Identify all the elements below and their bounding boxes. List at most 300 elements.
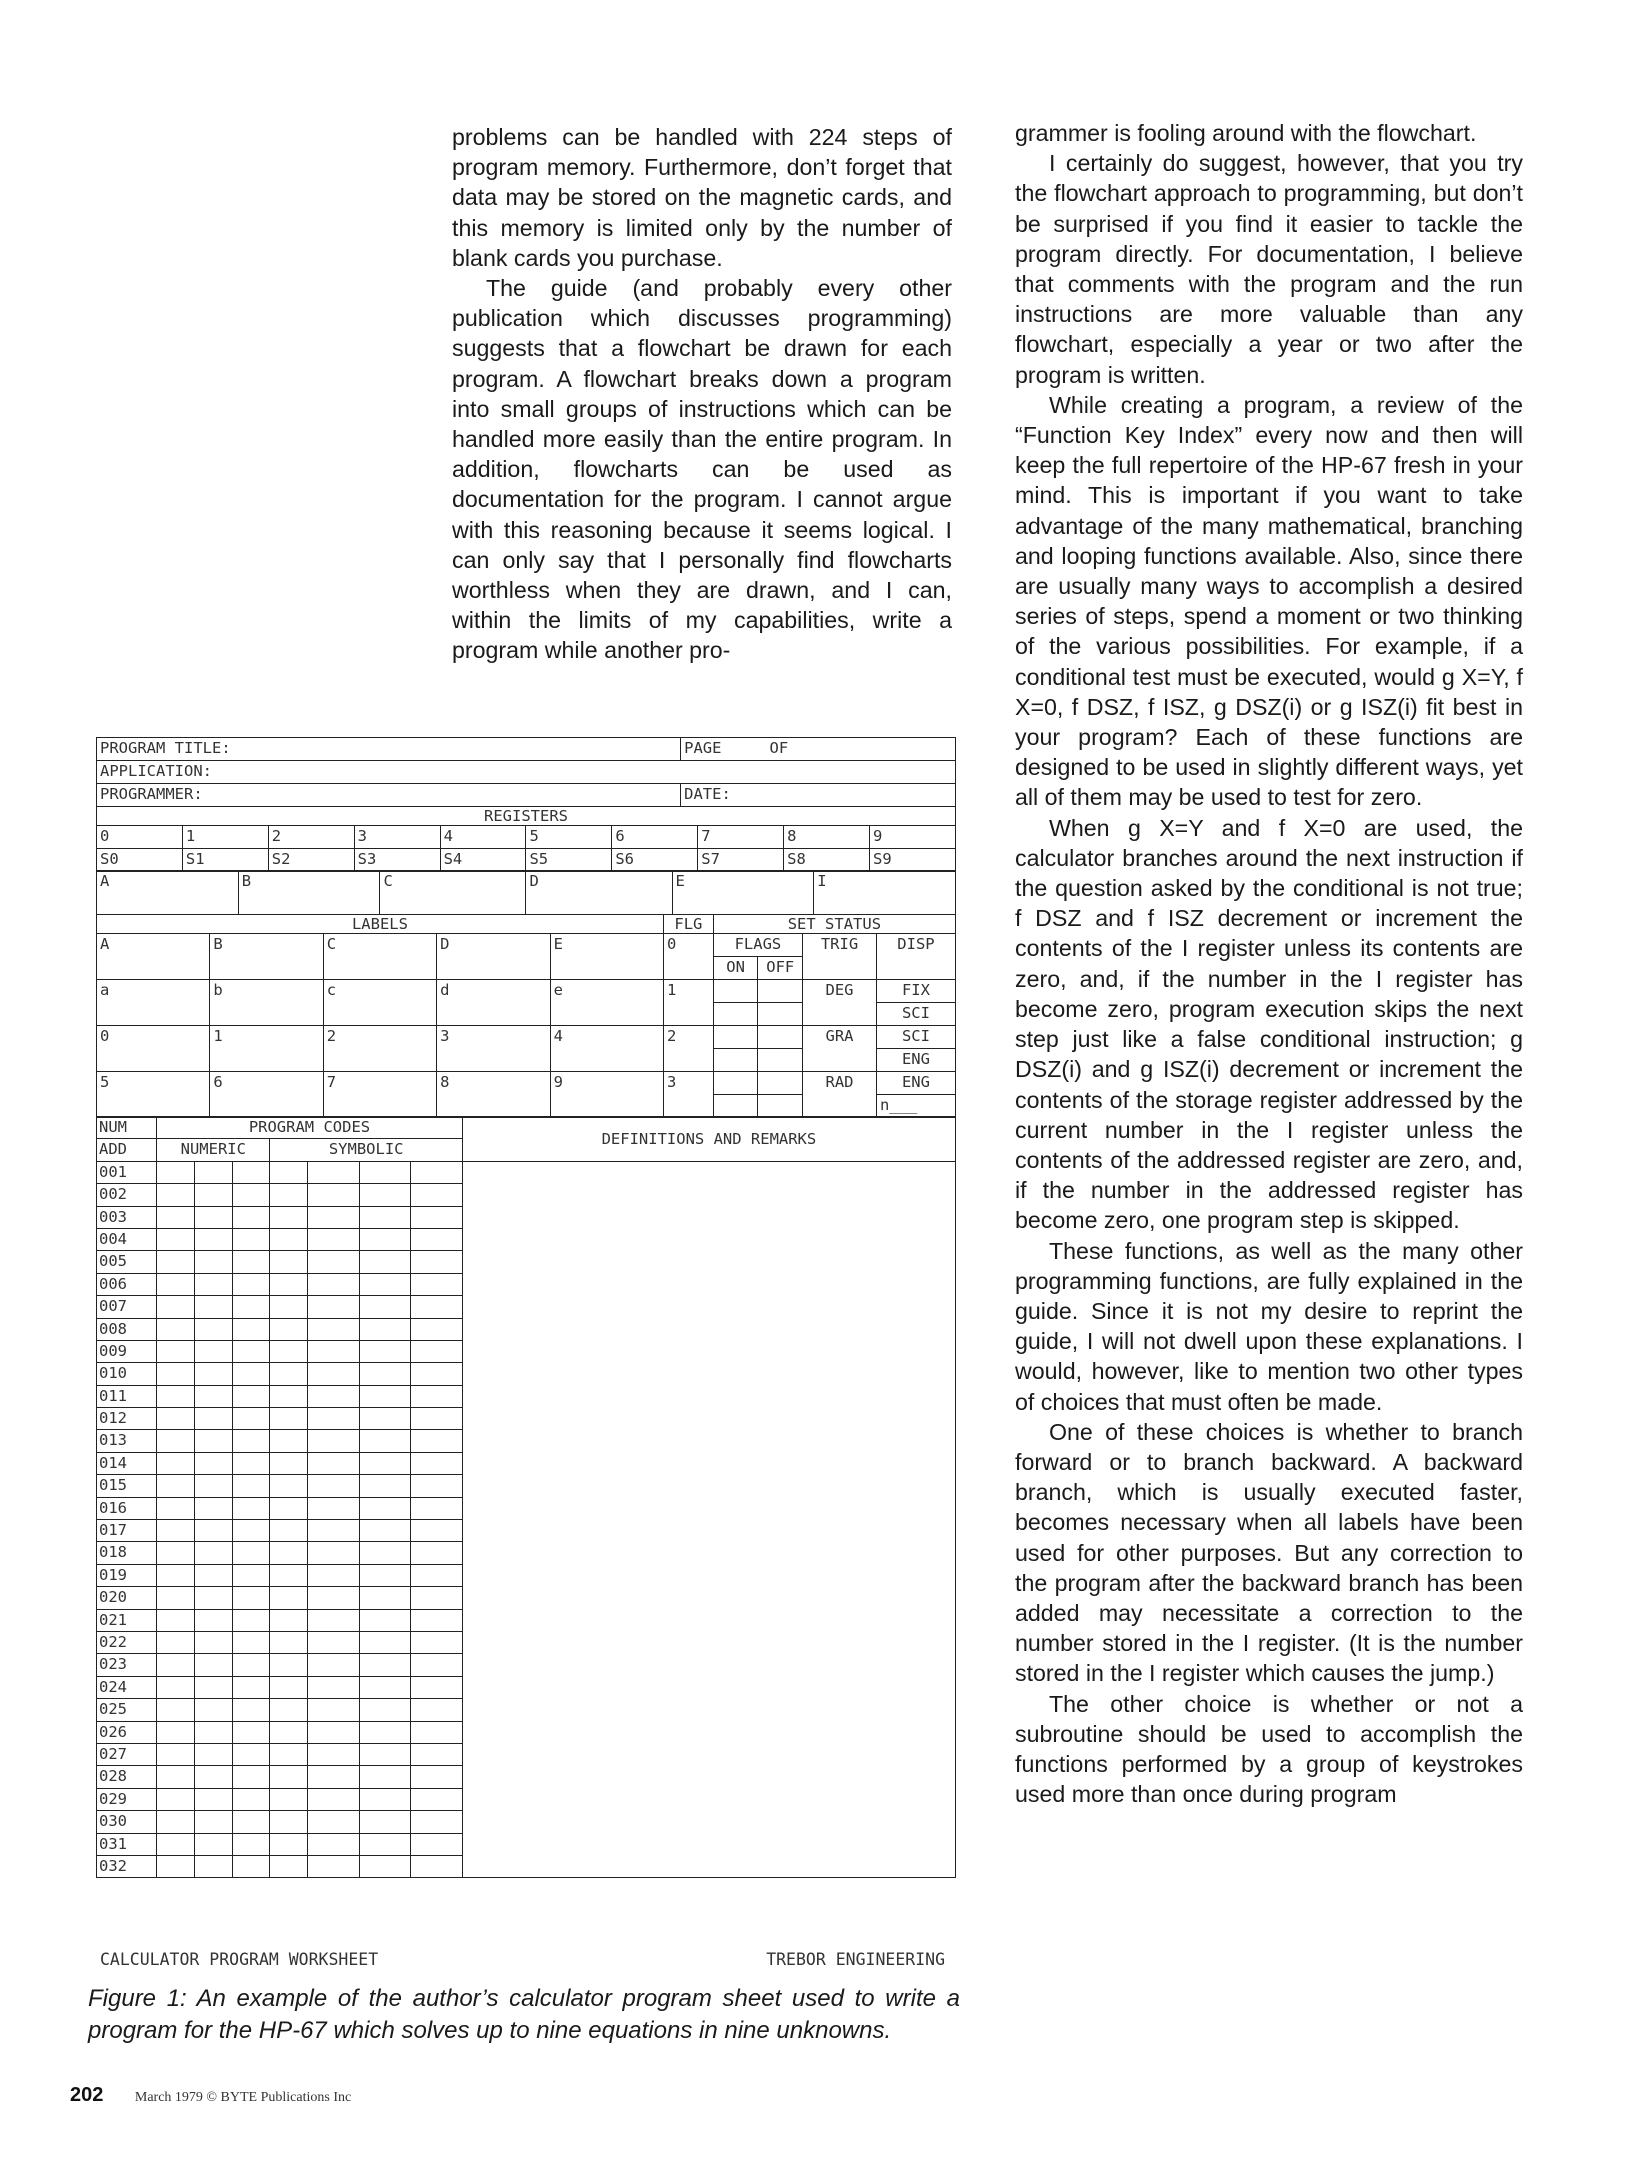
register-cell: I [814,871,956,915]
label-cell: b [210,979,323,1025]
labels-row [97,1025,956,1048]
flag-off-cell [758,1094,803,1117]
code-cell [270,1743,308,1765]
trig-label: TRIG [803,933,877,979]
code-cell [308,1206,360,1228]
code-cell [157,1654,195,1676]
code-cell [270,1475,308,1497]
code-cell [270,1766,308,1788]
worksheet-footer-left: CALCULATOR PROGRAM WORKSHEET [100,1950,379,1969]
code-cell [411,1206,463,1228]
flag-off-cell [758,1002,803,1025]
program-codes-label: PROGRAM CODES [157,1117,463,1139]
flg-header: FLG [663,914,713,933]
code-cell [157,1363,195,1385]
paragraph: I certainly do suggest, however, that you try the flowchart approach to programming, but don’t be surprised if you find it easier to tackle the program directly. For documentation, I believe that comments with the program and the run instructions are more valuable than any flowchart, especially a year or two after the program is written. [1015,150,1523,388]
code-cell [270,1251,308,1273]
code-cell [194,1743,232,1765]
code-cell [157,1184,195,1206]
code-cell [194,1587,232,1609]
code-cell [411,1676,463,1698]
flag-on-cell [713,1048,758,1071]
code-cell [411,1542,463,1564]
register-cell: S3 [354,848,440,871]
code-cell [411,1497,463,1519]
flag-number-cell: 0 [663,933,713,979]
step-address-cell: 014 [97,1452,157,1474]
code-cell [359,1408,411,1430]
code-cell [270,1855,308,1877]
code-cell [359,1452,411,1474]
code-cell [308,1833,360,1855]
program-title-label: PROGRAM TITLE: [97,738,681,761]
code-cell [359,1228,411,1250]
step-address-cell: 013 [97,1430,157,1452]
register-cell: S6 [612,848,698,871]
code-cell [157,1699,195,1721]
code-cell [194,1273,232,1295]
code-cell [411,1766,463,1788]
code-cell [232,1788,270,1810]
code-cell [359,1699,411,1721]
code-cell [157,1408,195,1430]
code-cell [308,1184,360,1206]
code-cell [157,1788,195,1810]
code-cell [270,1296,308,1318]
code-cell [270,1452,308,1474]
paragraph: One of these choices is whether to branch forward or to branch backward. A backward branch, which is usually executed faster, becomes necessary when all labels have been used for other purposes. But any correction to the program after the backward branch has been added may necessitate a correction to the number stored in the I register. (It is the number stored in the I register which causes the jump.) [1015,1418,1523,1687]
code-cell [157,1833,195,1855]
code-cell [232,1587,270,1609]
code-cell [359,1497,411,1519]
code-cell [232,1430,270,1452]
flag-off-cell [758,1025,803,1048]
step-address-cell: 015 [97,1475,157,1497]
code-cell [232,1609,270,1631]
code-cell [270,1587,308,1609]
code-cell [157,1609,195,1631]
page-number: 202 [70,2084,104,2106]
labels-row [97,1071,956,1094]
code-cell [232,1564,270,1586]
code-cell [232,1273,270,1295]
code-cell [157,1318,195,1340]
step-address-cell: 018 [97,1542,157,1564]
code-cell [411,1385,463,1407]
code-cell [157,1228,195,1250]
code-cell [157,1743,195,1765]
code-cell [308,1430,360,1452]
label-cell: 8 [437,1071,550,1117]
code-cell [232,1676,270,1698]
flag-number-cell: 2 [663,1025,713,1071]
code-cell [157,1520,195,1542]
code-cell [232,1340,270,1362]
register-cell: A [97,871,239,915]
register-cell: 0 [97,825,183,848]
code-cell [270,1497,308,1519]
code-cell [411,1408,463,1430]
flag-off-label: OFF [758,956,803,979]
code-cell [359,1206,411,1228]
code-cell [411,1318,463,1340]
text-column-right [1015,118,1523,1809]
step-address-cell: 010 [97,1363,157,1385]
code-cell [194,1520,232,1542]
step-address-cell: 009 [97,1340,157,1362]
code-cell [157,1452,195,1474]
flag-off-cell [758,1071,803,1094]
set-status-header: SET STATUS [713,914,955,933]
code-cell [232,1318,270,1340]
code-cell [232,1161,270,1183]
code-cell [411,1161,463,1183]
text-column-middle [452,122,952,666]
code-cell [270,1161,308,1183]
code-cell [359,1811,411,1833]
code-cell [270,1699,308,1721]
label-cell: B [210,933,323,979]
code-cell [308,1273,360,1295]
register-cell: 9 [870,825,956,848]
code-cell [411,1564,463,1586]
register-cell: 8 [784,825,870,848]
code-cell [308,1587,360,1609]
step-address-cell: 012 [97,1408,157,1430]
code-cell [359,1609,411,1631]
code-cell [359,1251,411,1273]
code-cell [232,1228,270,1250]
code-cell [308,1497,360,1519]
code-cell [359,1542,411,1564]
code-cell [270,1340,308,1362]
code-cell [194,1721,232,1743]
code-cell [270,1363,308,1385]
code-cell [308,1340,360,1362]
labels-row [97,979,956,1002]
step-address-cell: 024 [97,1676,157,1698]
step-address-cell: 020 [97,1587,157,1609]
code-cell [308,1855,360,1877]
worksheet-header [96,737,956,807]
code-cell [194,1385,232,1407]
code-cell [359,1475,411,1497]
code-cell [232,1542,270,1564]
code-cell [194,1766,232,1788]
step-address-cell: 028 [97,1766,157,1788]
code-cell [308,1452,360,1474]
code-cell [411,1340,463,1362]
register-cell: S9 [870,848,956,871]
code-cell [411,1430,463,1452]
code-cell [232,1766,270,1788]
code-cell [411,1631,463,1653]
step-address-cell: 025 [97,1699,157,1721]
code-cell [232,1251,270,1273]
code-cell [308,1564,360,1586]
register-cell: D [526,871,672,915]
step-address-cell: 003 [97,1206,157,1228]
page-label: PAGE [681,738,767,761]
register-cell: 3 [354,825,440,848]
code-cell [308,1766,360,1788]
code-cell [157,1497,195,1519]
label-cell: 2 [323,1025,436,1071]
code-cell [359,1855,411,1877]
code-cell [308,1296,360,1318]
code-cell [157,1811,195,1833]
code-cell [359,1363,411,1385]
code-cell [157,1251,195,1273]
worksheet-footer-right: TREBOR ENGINEERING [766,1950,945,1969]
code-cell [194,1452,232,1474]
code-cell [411,1855,463,1877]
label-cell: 6 [210,1071,323,1117]
code-cell [157,1542,195,1564]
code-cell [232,1855,270,1877]
code-cell [359,1766,411,1788]
code-cell [308,1542,360,1564]
code-cell [308,1318,360,1340]
code-cell [308,1475,360,1497]
code-cell [359,1654,411,1676]
code-cell [270,1206,308,1228]
code-cell [270,1721,308,1743]
code-cell [411,1699,463,1721]
flag-on-cell [713,1025,758,1048]
register-cell: S5 [526,848,612,871]
label-cell: A [97,933,210,979]
code-cell [270,1228,308,1250]
code-cell [232,1497,270,1519]
registers-row [97,825,956,848]
code-cell [359,1676,411,1698]
code-cell [308,1743,360,1765]
step-address-cell: 017 [97,1520,157,1542]
code-cell [194,1475,232,1497]
registers-abcde-table [96,870,956,915]
code-cell [157,1340,195,1362]
code-cell [270,1833,308,1855]
code-cell [308,1699,360,1721]
code-cell [232,1699,270,1721]
register-cell: S1 [182,848,268,871]
code-cell [157,1766,195,1788]
disp-cell: ENG [876,1048,955,1071]
register-cell: 7 [698,825,784,848]
code-cell [411,1475,463,1497]
code-cell [308,1811,360,1833]
code-cell [232,1631,270,1653]
flag-on-cell [713,1002,758,1025]
disp-cell: FIX [876,979,955,1002]
register-cell: S7 [698,848,784,871]
code-cell [157,1385,195,1407]
code-cell [157,1587,195,1609]
paragraph: The other choice is whether or not a subroutine should be used to accomplish the functions performed by a group of keystrokes used more than once during program [1015,1690,1523,1808]
code-cell [270,1609,308,1631]
paragraph: problems can be handled with 224 steps of program memory. Furthermore, don’t forget that data may be stored on the magnetic cards, and this memory is limited only by the number of blank cards you purchase. [452,124,952,271]
step-address-cell: 031 [97,1833,157,1855]
flag-number-cell: 1 [663,979,713,1025]
code-cell [308,1408,360,1430]
code-cell [232,1743,270,1765]
step-address-cell: 011 [97,1385,157,1407]
code-cell [270,1788,308,1810]
disp-cell: n___ [876,1094,955,1117]
code-cell [308,1363,360,1385]
label-cell: 1 [210,1025,323,1071]
code-cell [270,1564,308,1586]
program-worksheet [96,737,956,1878]
label-cell: 0 [97,1025,210,1071]
code-cell [359,1385,411,1407]
registers-row [97,871,956,915]
register-cell: S4 [440,848,526,871]
code-cell [270,1631,308,1653]
code-cell [232,1721,270,1743]
code-cell [411,1721,463,1743]
code-cell [194,1699,232,1721]
code-cell [232,1654,270,1676]
code-cell [194,1542,232,1564]
step-address-cell: 016 [97,1497,157,1519]
program-step-row [97,1161,956,1183]
code-cell [270,1408,308,1430]
label-cell: 4 [550,1025,663,1071]
code-cell [194,1811,232,1833]
program-codes-table [96,1116,956,1878]
code-cell [232,1520,270,1542]
code-cell [194,1833,232,1855]
label-cell: E [550,933,663,979]
step-address-cell: 029 [97,1788,157,1810]
page-footer [70,2084,351,2107]
code-cell [194,1296,232,1318]
paragraph: When g X=Y and f X=0 are used, the calculator branches around the next instruction if the question asked by the conditional is not true; f DSZ and f ISZ decrement or increment the contents of the I register unless its contents are zero, and, if the number in the I register has become zero, program execution skips the next step just like a false conditional instruction; g DSZ(i) and g ISZ(i) decrement or increment the contents of the storage register addressed by the current number in the I register unless the contents of the addressed register are zero, and, if the number in the addressed register has become zero, one program step is skipped. [1015,814,1523,1234]
code-cell [157,1721,195,1743]
label-cell: a [97,979,210,1025]
step-address-cell: 006 [97,1273,157,1295]
step-address-cell: 026 [97,1721,157,1743]
trig-cell: DEG [803,979,877,1025]
flag-off-cell [758,979,803,1002]
code-cell [232,1296,270,1318]
code-cell [359,1273,411,1295]
numeric-label: NUMERIC [157,1139,270,1161]
flag-off-cell [758,1048,803,1071]
register-cell: 4 [440,825,526,848]
flag-on-cell [713,1094,758,1117]
code-cell [411,1363,463,1385]
step-address-cell: 032 [97,1855,157,1877]
code-cell [411,1228,463,1250]
code-cell [194,1363,232,1385]
register-cell: 2 [268,825,354,848]
step-address-cell: 027 [97,1743,157,1765]
step-address-cell: 021 [97,1609,157,1631]
label-cell: D [437,933,550,979]
code-cell [194,1855,232,1877]
code-cell [308,1721,360,1743]
code-cell [308,1251,360,1273]
code-cell [157,1206,195,1228]
code-cell [270,1385,308,1407]
code-cell [232,1452,270,1474]
register-cell: 6 [612,825,698,848]
register-cell: E [672,871,814,915]
trig-cell: GRA [803,1025,877,1071]
code-cell [232,1833,270,1855]
code-cell [270,1520,308,1542]
paragraph: grammer is fooling around with the flowchart. [1015,120,1477,146]
code-cell [194,1408,232,1430]
code-cell [194,1206,232,1228]
code-cell [232,1363,270,1385]
definitions-label: DEFINITIONS AND REMARKS [462,1117,955,1162]
code-cell [308,1609,360,1631]
label-cell: 9 [550,1071,663,1117]
code-cell [308,1161,360,1183]
label-cell: 3 [437,1025,550,1071]
code-cell [359,1430,411,1452]
code-cell [359,1743,411,1765]
code-cell [194,1184,232,1206]
code-cell [359,1340,411,1362]
worksheet-footer [100,1950,945,1969]
code-cell [194,1161,232,1183]
code-cell [359,1564,411,1586]
code-cell [308,1520,360,1542]
programmer-label: PROGRAMMER: [97,784,681,807]
code-cell [232,1408,270,1430]
label-cell: C [323,933,436,979]
code-cell [411,1520,463,1542]
code-cell [359,1721,411,1743]
code-cell [194,1609,232,1631]
code-cell [157,1475,195,1497]
disp-cell: SCI [876,1002,955,1025]
code-cell [359,1161,411,1183]
code-cell [157,1631,195,1653]
code-cell [270,1184,308,1206]
code-cell [359,1833,411,1855]
labels-table [96,914,956,1118]
step-address-cell: 001 [97,1161,157,1183]
code-cell [411,1743,463,1765]
code-cell [232,1184,270,1206]
step-address-cell: 008 [97,1318,157,1340]
code-cell [194,1251,232,1273]
code-cell [359,1318,411,1340]
code-cell [194,1631,232,1653]
code-cell [411,1654,463,1676]
register-cell: S0 [97,848,183,871]
step-address-cell: 004 [97,1228,157,1250]
code-cell [232,1385,270,1407]
code-cell [411,1184,463,1206]
code-cell [157,1296,195,1318]
label-cell: e [550,979,663,1025]
register-cell: B [238,871,380,915]
code-cell [194,1340,232,1362]
flags-label: FLAGS [713,933,802,956]
code-cell [308,1654,360,1676]
step-address-cell: 023 [97,1654,157,1676]
code-cell [157,1161,195,1183]
register-cell: S2 [268,848,354,871]
code-cell [359,1631,411,1653]
